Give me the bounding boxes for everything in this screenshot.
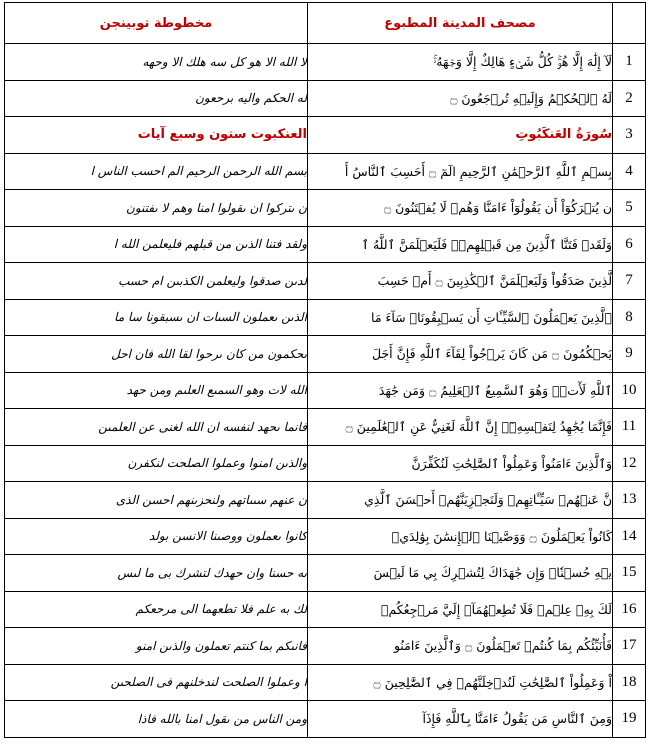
line-number-cell: 13 [613, 482, 646, 519]
tubingen-column-header: مخطوطة توبينجن [5, 3, 308, 44]
medina-text-cell: وَٱلَّذِينَ ءَامَنُواْ وَعَمِلُواْ ٱلصَّٰلِحَٰتِ لَنُكَفِّرَنَّ [308, 445, 613, 482]
table-row [5, 409, 646, 446]
table-row [5, 299, 646, 336]
medina-text-cell: لَكَ بِهِۦ عِلۡمٞ فَلَا تُطِعۡهُمَآۚ إِلَيَّ مَرۡجِعُكُمۡ [308, 591, 613, 628]
tubingen-surah-title-cell: العنكبوت ستون وسبع آيات [5, 117, 308, 154]
table-row [5, 555, 646, 592]
medina-text-cell: يَحۡكُمُونَ ۝ مَن كَانَ يَرۡجُواْ لِقَآءَ ٱللَّهِ فَإِنَّ أَجَلَ [308, 336, 613, 373]
medina-text-cell: فَإِنَّمَا يُجَٰهِدُ لِنَفۡسِهِۦٓۚ إِنَّ ٱللَّهَ لَغَنِيٌّ عَنِ ٱلۡعَٰلَمِينَ ۝ [308, 409, 613, 446]
tubingen-text-cell: ومن الناس من ىقول امنا بالله فاذا [5, 701, 308, 738]
table-row [5, 44, 646, 81]
table-row [5, 628, 646, 665]
line-number-cell: 7 [613, 263, 646, 300]
tubingen-text-cell: ن ىتركوا ان ىقولوا امنا وهم لا ىفتنون [5, 190, 308, 227]
table-row [5, 117, 646, 154]
medina-text-cell: ٱللَّهِ لَأٓتٖۚ وَهُوَ ٱلسَّمِيعُ ٱلۡعَلِيمُ ۝ وَمَن جَٰهَدَ [308, 372, 613, 409]
line-number-cell: 1 [613, 44, 646, 81]
line-number-cell: 15 [613, 555, 646, 592]
tubingen-text-cell: لك به علم فلا تطعهما الى مرحعكم [5, 591, 308, 628]
tubingen-text-cell: ولقد فتنا الذىن من قبلهم فليعلمن الله ا [5, 226, 308, 263]
line-number-cell: 6 [613, 226, 646, 263]
medina-column-header: مصحف المدينة المطبوع [308, 3, 613, 44]
tubingen-text-cell: لا الله الا هو كل سه هلك الا وحهه [5, 44, 308, 81]
medina-text-cell: يۡهِ حُسۡنٗاۖ وَإِن جَٰهَدَاكَ لِتُشۡرِكَ بِي مَا لَيۡسَ [308, 555, 613, 592]
table-row [5, 263, 646, 300]
tubingen-text-cell: فانىكم بما كنتم تعملون والذىن امنو [5, 628, 308, 665]
line-number-cell: 8 [613, 299, 646, 336]
tubingen-text-cell: بسم الله الرحمن الرحيم الم احسب الناس ا [5, 153, 308, 190]
medina-text-cell: بِسۡمِ ٱللَّهِ ٱلرَّحۡمَٰنِ ٱلرَّحِيمِ الٓمٓ ۝ أَحَسِبَ ٱلنَّاسُ أَ [308, 153, 613, 190]
table-row [5, 80, 646, 117]
tubingen-text-cell: ا وعملوا الصلحت لندخلنهم فى الصلحىن [5, 664, 308, 701]
table-row [5, 445, 646, 482]
table-row [5, 518, 646, 555]
tubingen-text-cell: كانوا ىعملون ووصىنا الانسن بولد [5, 518, 308, 555]
table-row [5, 372, 646, 409]
line-number-cell: 5 [613, 190, 646, 227]
medina-text-cell: لَّذِينَ صَدَقُواْ وَلَيَعۡلَمَنَّ ٱلۡكَٰذِبِينَ ۝ أَمۡ حَسِبَ [308, 263, 613, 300]
tubingen-text-cell: والذىن امنوا وعملوا الصلحت لنكفرن [5, 445, 308, 482]
line-number-cell: 10 [613, 372, 646, 409]
line-number-cell: 14 [613, 518, 646, 555]
table-body [5, 3, 646, 738]
table-row [5, 190, 646, 227]
table-row [5, 482, 646, 519]
tubingen-text-cell: الله لات وهو السمىع العلىم ومن حهد [5, 372, 308, 409]
tubingen-text-cell: الذىن ىعملون السىات ان ىسبقونا سا ما [5, 299, 308, 336]
table-row [5, 591, 646, 628]
table-row [5, 226, 646, 263]
tubingen-text-cell: له الحكم واليه برحعون [5, 80, 308, 117]
medina-text-cell: كَانُواْ يَعۡمَلُونَ ۝ وَوَصَّيۡنَا ٱلۡإِنسَٰنَ بِوَٰلِدَيۡ [308, 518, 613, 555]
medina-text-cell: اْ وَعَمِلُواْ ٱلصَّٰلِحَٰتِ لَنُدۡخِلَنَّهُمۡ فِي ٱلصَّٰلِحِينَ ۝ [308, 664, 613, 701]
tubingen-text-cell: ىحكمون من كان ىرحوا لقا الله فان احل [5, 336, 308, 373]
tubingen-text-cell: ىه حسنا وان حهدك لتشرك بى ما لىس [5, 555, 308, 592]
table-row [5, 153, 646, 190]
medina-text-cell: نَّ عَنۡهُمۡ سَيِّـَٔاتِهِمۡ وَلَنَجۡزِيَنَّهُمۡ أَحۡسَنَ ٱلَّذِي [308, 482, 613, 519]
line-number-cell: 3 [613, 117, 646, 154]
tubingen-text-cell: لدىن صدقوا وليعلمن الكذبىن ام حسب [5, 263, 308, 300]
medina-text-cell: ن يُتۡرَكُوٓاْ أَن يَقُولُوٓاْ ءَامَنَّا وَهُمۡ لَا يُفۡتَنُونَ ۝ [308, 190, 613, 227]
page [0, 2, 649, 752]
line-number-cell: 2 [613, 80, 646, 117]
number-column-header [613, 3, 646, 44]
medina-text-cell: وَلَقَدۡ فَتَنَّا ٱلَّذِينَ مِن قَبۡلِهِمۡۖ فَلَيَعۡلَمَنَّ ٱللَّهُ ٱ [308, 226, 613, 263]
manuscript-comparison-table [4, 2, 646, 738]
table-row [5, 664, 646, 701]
line-number-cell: 18 [613, 664, 646, 701]
medina-text-cell: فَأُنَبِّئُكُم بِمَا كُنتُمۡ تَعۡمَلُونَ ۝ وَٱلَّذِينَ ءَامَنُو [308, 628, 613, 665]
line-number-cell: 17 [613, 628, 646, 665]
line-number-cell: 19 [613, 701, 646, 738]
header-row [5, 3, 646, 44]
line-number-cell: 11 [613, 409, 646, 446]
table-row [5, 701, 646, 738]
medina-text-cell: لَهُ ٱلۡحُكۡمُ وَإِلَيۡهِ تُرۡجَعُونَ ۝ [308, 80, 613, 117]
tubingen-text-cell: ن عنهم سىىاتهم ولنحزىنهم احسن الذى [5, 482, 308, 519]
medina-surah-title-cell: سُورَةُ العَنكَبُوتِ [308, 117, 613, 154]
line-number-cell: 9 [613, 336, 646, 373]
line-number-cell: 16 [613, 591, 646, 628]
line-number-cell: 12 [613, 445, 646, 482]
line-number-cell: 4 [613, 153, 646, 190]
medina-text-cell: ٱلَّذِينَ يَعۡمَلُونَ ٱلسَّيِّـَٔاتِ أَن يَسۡبِقُونَاۚ سَآءَ مَا [308, 299, 613, 336]
medina-text-cell: لَآ إِلَٰهَ إِلَّا هُوَۚ كُلُّ شَيۡءٍ هَالِكٌ إِلَّا وَجۡهَهُۥۚ [308, 44, 613, 81]
tubingen-text-cell: فانما ىحهد لنفسه ان الله لغنى عن العلمىن [5, 409, 308, 446]
table-row [5, 336, 646, 373]
medina-text-cell: وَمِنَ ٱلنَّاسِ مَن يَقُولُ ءَامَنَّا بِٱللَّهِ فَإِذَآ [308, 701, 613, 738]
